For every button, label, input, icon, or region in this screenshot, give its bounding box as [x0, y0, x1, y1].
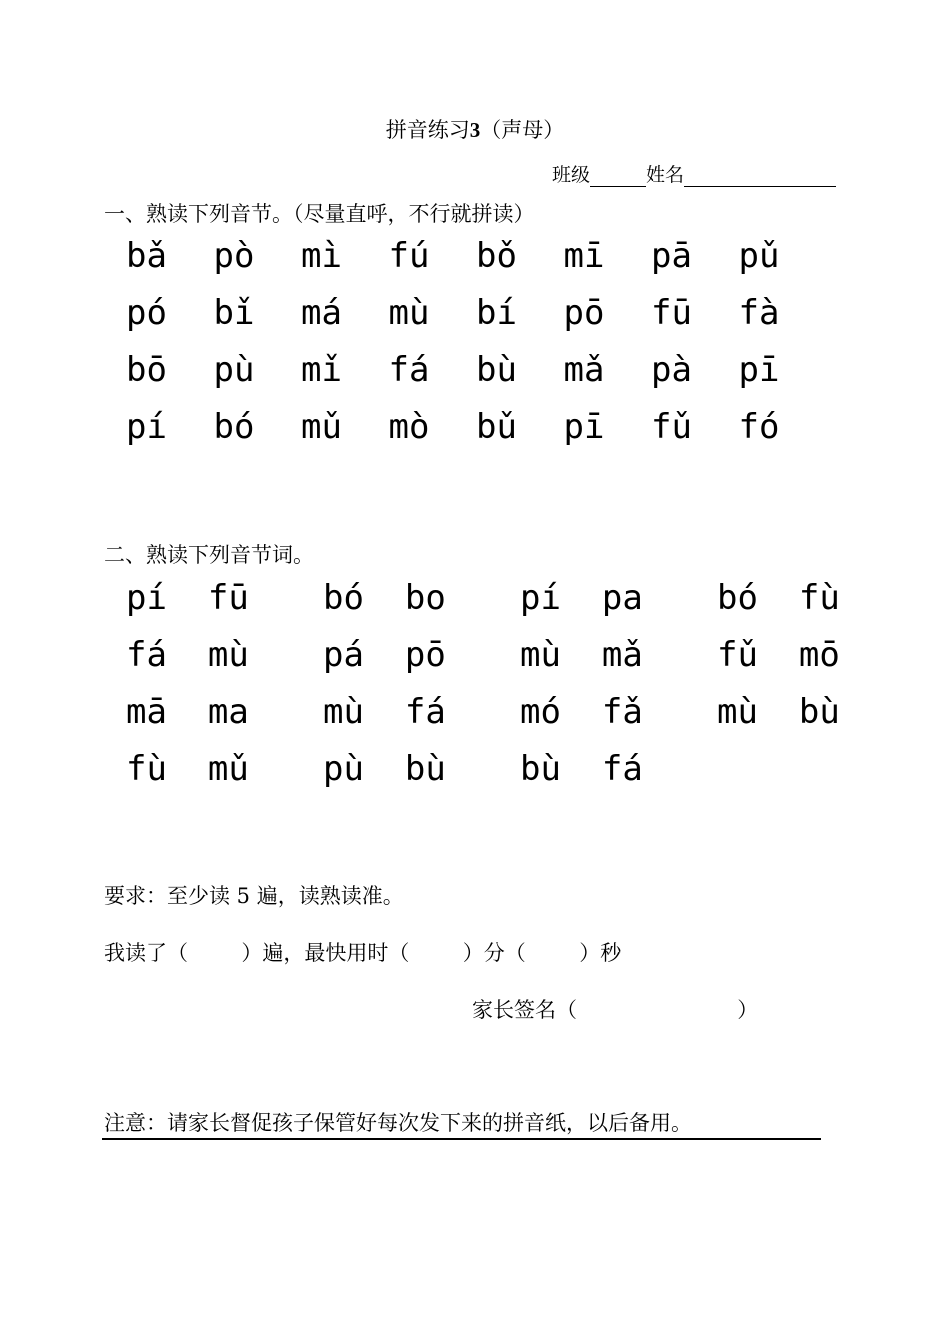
syllable: pù — [213, 350, 255, 390]
syllable-word: pá pō — [323, 635, 446, 675]
name-label: 姓名 — [646, 164, 685, 186]
syllable: mì — [301, 236, 342, 276]
syllable-word: pí fū — [126, 578, 249, 618]
syllable: bù — [476, 350, 517, 390]
syllable: má — [301, 293, 342, 333]
syllable: fó — [738, 407, 780, 447]
syllable: pí — [126, 407, 167, 447]
syllable-word: bó fù — [717, 578, 840, 618]
syllable-word: pù bù — [323, 749, 446, 789]
syllable-word: mù mǎ — [520, 635, 643, 675]
section1-row — [126, 234, 826, 291]
syllable: fǔ — [651, 407, 692, 447]
syllable: pī — [563, 407, 605, 447]
word-grid — [126, 576, 914, 804]
parent-signature-line: 家长签名（ ） — [472, 998, 759, 1022]
syllable: pà — [651, 350, 692, 390]
note-text: 注意：请家长督促孩子保管好每次发下来的拼音纸，以后备用。 — [104, 1111, 692, 1135]
section2-row — [126, 576, 914, 633]
syllable-word: bó bo — [323, 578, 446, 618]
syllable: fá — [388, 350, 430, 390]
title-number: 3 — [469, 118, 481, 142]
syllable-word: bù fá — [520, 749, 643, 789]
syllable-word: fù mǔ — [126, 749, 249, 789]
syllable: bō — [126, 350, 167, 390]
syllable: bí — [476, 293, 517, 333]
syllable: pò — [213, 236, 255, 276]
syllable-word: mù fá — [323, 692, 446, 732]
syllable: bǐ — [213, 293, 255, 333]
section1-row — [126, 405, 826, 462]
syllable: bó — [213, 407, 255, 447]
class-name-line — [552, 160, 836, 187]
syllable-word: pí pa — [520, 578, 643, 618]
syllable-word: mù bù — [717, 692, 840, 732]
page-title — [0, 114, 950, 144]
syllable: fū — [651, 293, 692, 333]
syllable: fú — [388, 236, 430, 276]
syllable: pó — [126, 293, 167, 333]
syllable-word: fǔ mō — [717, 635, 840, 675]
section1-heading: 一、熟读下列音节。（尽量直呼，不行就拼读） — [104, 202, 535, 226]
section2-heading: 二、熟读下列音节词。 — [104, 543, 314, 567]
section2-row — [126, 633, 914, 690]
class-blank[interactable] — [590, 166, 646, 187]
syllable: mù — [388, 293, 430, 333]
section1-row — [126, 291, 826, 348]
syllable: pī — [738, 350, 780, 390]
reading-record-line: 我读了（ ）遍，最快用时（ ）分（ ）秒 — [104, 941, 622, 965]
requirement-text: 要求：至少读 5 遍，读熟读准。 — [104, 884, 404, 908]
syllable-word: mā ma — [126, 692, 249, 732]
title-suffix: （声母） — [480, 118, 565, 142]
syllable: pǔ — [738, 236, 780, 276]
syllable-grid — [126, 234, 826, 462]
syllable: mǔ — [301, 407, 342, 447]
syllable: fà — [738, 293, 780, 333]
class-label: 班级 — [552, 164, 591, 186]
syllable: pō — [563, 293, 605, 333]
section2-row — [126, 690, 914, 747]
syllable: pā — [651, 236, 692, 276]
syllable-word: mó fǎ — [520, 692, 643, 732]
section1-row — [126, 348, 826, 405]
title-prefix: 拼音练习 — [385, 118, 470, 142]
syllable: bǒ — [476, 236, 517, 276]
section2-row — [126, 747, 914, 804]
syllable: mǎ — [563, 350, 605, 390]
syllable: bǔ — [476, 407, 517, 447]
syllable: mǐ — [301, 350, 342, 390]
syllable-word: fá mù — [126, 635, 249, 675]
syllable: bǎ — [126, 236, 167, 276]
note-underline — [102, 1138, 821, 1140]
syllable: mò — [388, 407, 430, 447]
syllable: mī — [563, 236, 605, 276]
name-blank[interactable] — [684, 166, 836, 187]
